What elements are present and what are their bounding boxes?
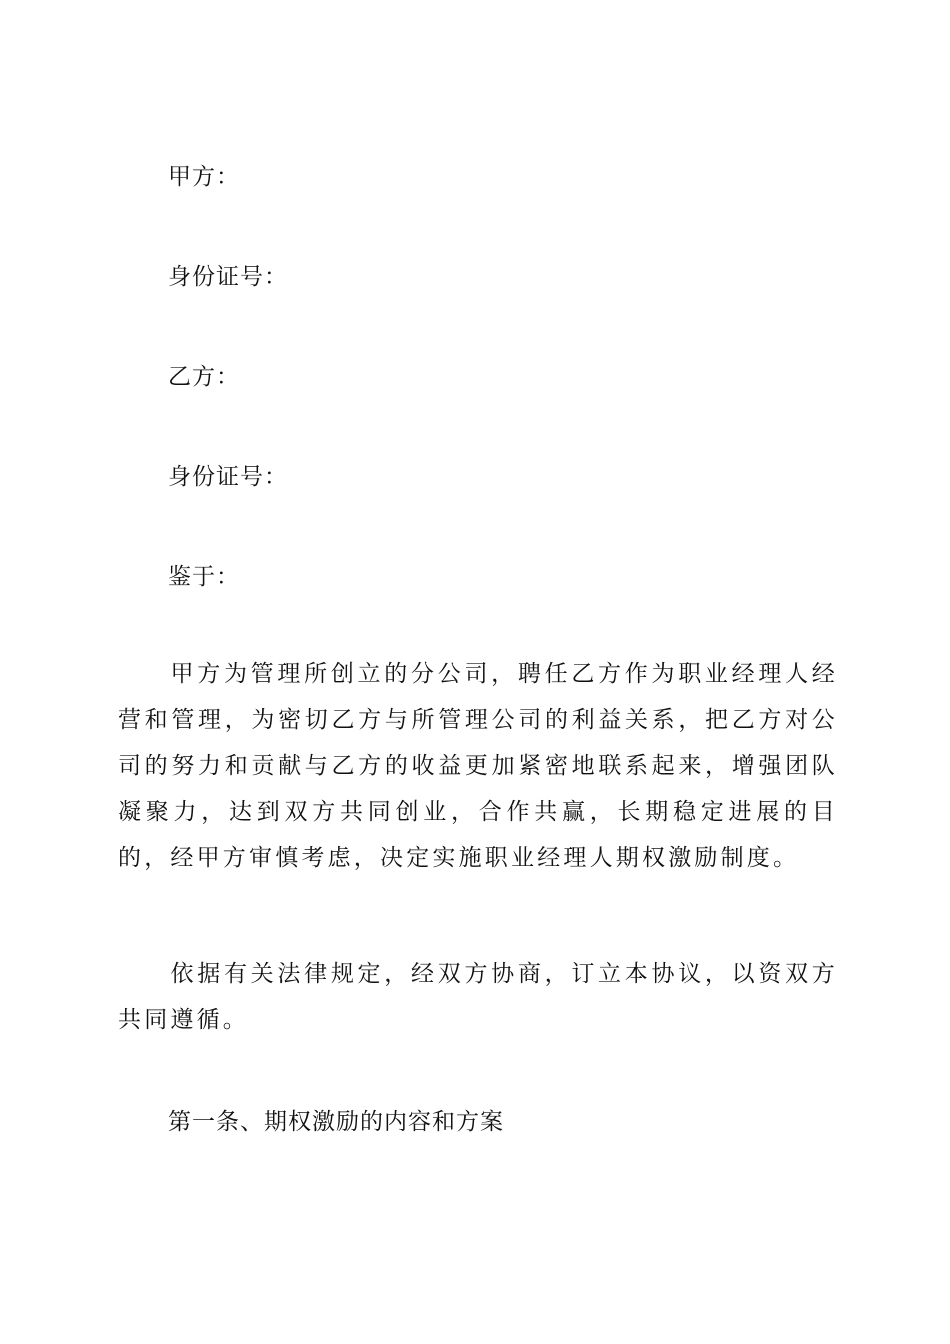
- party-b-label: 乙方：: [168, 364, 240, 390]
- party-a-label: 甲方：: [168, 164, 240, 190]
- party-b-id-label: 身份证号：: [168, 464, 288, 490]
- paragraph-agreement: [118, 951, 838, 1043]
- article-1-heading: 第一条、期权激励的内容和方案: [168, 1109, 504, 1135]
- paragraph-purpose-text: 甲方为管理所创立的分公司，聘任乙方作为职业经理人经营和管理，为密切乙方与所管理公司的利益关系，把乙方对公司的努力和贡献与乙方的收益更加紧密地联系起来，增强团队凝聚力，达到双方共同创业，合作共赢，长期稳定进展的目的，经甲方审慎考虑，决定实施职业经理人期权激励制度。: [118, 661, 838, 871]
- whereas-label: 鉴于：: [168, 564, 240, 590]
- paragraph-purpose: [118, 651, 838, 881]
- party-a-id-label: 身份证号：: [168, 264, 288, 290]
- paragraph-agreement-text: 依据有关法律规定，经双方协商，订立本协议，以资双方共同遵循。: [118, 961, 838, 1033]
